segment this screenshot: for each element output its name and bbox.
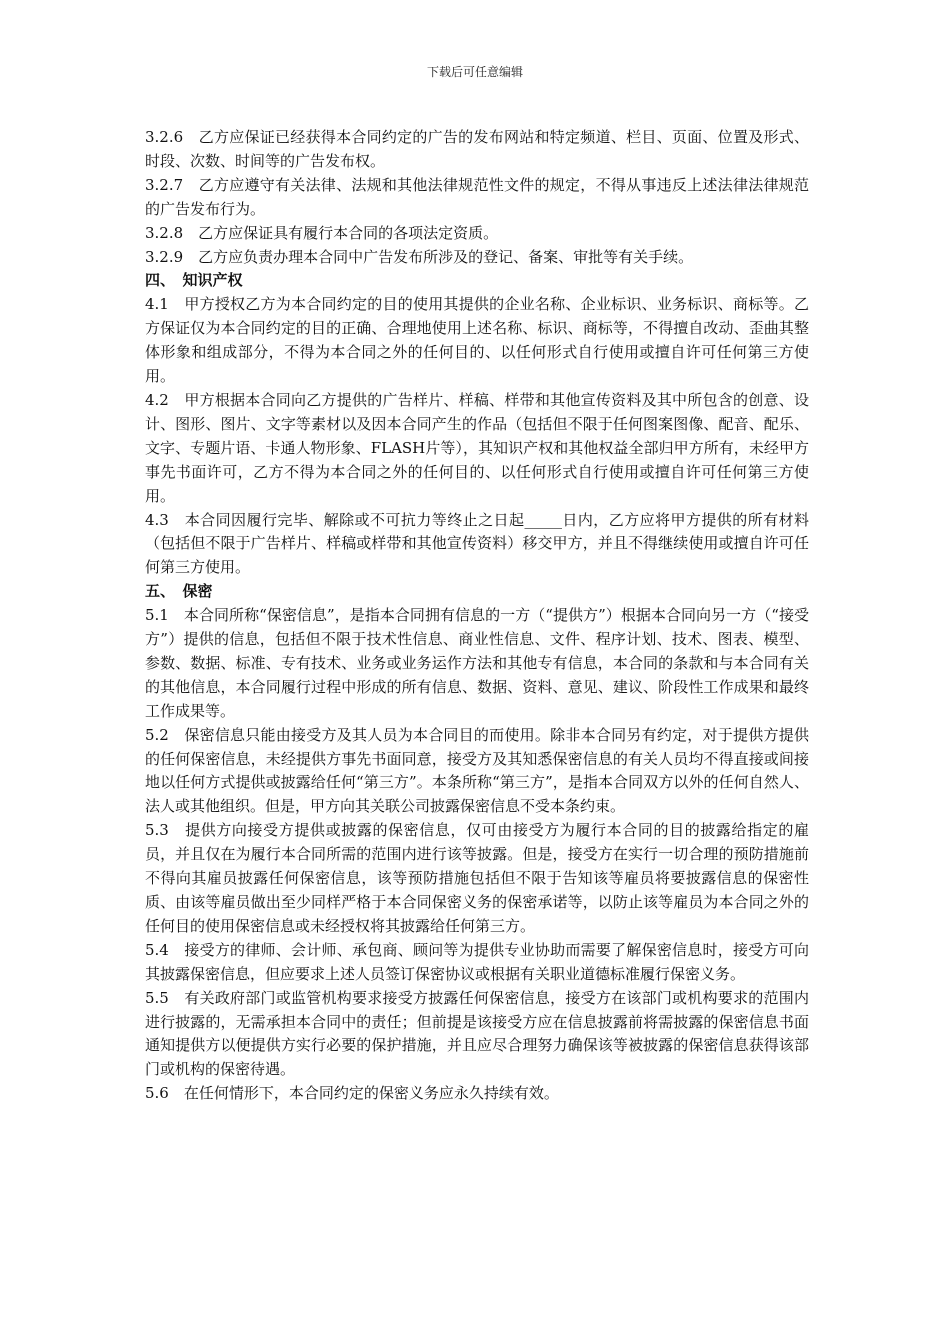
clause-4-1: 4.1 甲方授权乙方为本合同约定的目的使用其提供的企业名称、企业标识、业务标识、商标等。乙方保证仅为本合同约定的目的正确、合理地使用上述名称、标识、商标等，不得擅自改动、歪曲其整体形象和组成部分，不得为本合同之外的任何目的、以任何形式自行使用或擅自许可任何第三方使用。 (145, 295, 809, 386)
clause-3-2-9: 3.2.9 乙方应负责办理本合同中广告发布所涉及的登记、备案、审批等有关手续。 (145, 247, 694, 266)
clause-3-2-8: 3.2.8 乙方应保证具有履行本合同的各项法定资质。 (145, 223, 499, 242)
clause-3-2-7: 3.2.7 乙方应遵守有关法律、法规和其他法律规范性文件的规定，不得从事违反上述法律法律规范的广告发布行为。 (145, 175, 809, 218)
clause-5-1: 5.1 本合同所称“保密信息”，是指本合同拥有信息的一方（“提供方”）根据本合同向另一方（“接受方”）提供的信息，包括但不限于技术性信息、商业性信息、文件、程序计划、技术、图表、模型、参数、数据、标准、专有技术、业务或业务运作方法和其他专有信息，本合同的条款和与本合同有关的其他信息，本合同履行过程中形成的所有信息、数据、资料、意见、建议、阶段性工作成果和最终工作成果等。 (145, 606, 809, 720)
clause-4-3: 4.3 本合同因履行完毕、解除或不可抗力等终止之日起_____日内，乙方应将甲方提供的所有材料（包括但不限于广告样片、样稿或样带和其他宣传资料）移交甲方，并且不得继续使用或擅自许可任何第三方使用。 (145, 510, 809, 577)
section-heading-confidentiality: 五、 保密 (145, 582, 213, 601)
clause-3-2-6: 3.2.6 乙方应保证已经获得本合同约定的广告的发布网站和特定频道、栏目、页面、位置及形式、时段、次数、时间等的广告发布权。 (145, 128, 809, 170)
clause-5-4: 5.4 接受方的律师、会计师、承包商、顾问等为提供专业协助而需要了解保密信息时，接受方可向其披露保密信息，但应要求上述人员签订保密协议或根据有关职业道德标准履行保密义务。 (145, 940, 809, 983)
clause-5-3: 5.3 提供方向接受方提供或披露的保密信息，仅可由接受方为履行本合同的目的披露给指定的雇员，并且仅在为履行本合同所需的范围内进行该等披露。但是，接受方在实行一切合理的预防措施前不得向其雇员披露任何保密信息，该等预防措施包括但不限于告知该等雇员将要披露信息的保密性质、由该等雇员做出至少同样严格于本合同保密义务的保密承诺等，以防止该等雇员为本合同之外的任何目的使用保密信息或未经授权将其披露给任何第三方。 (145, 821, 809, 935)
document-body (145, 126, 809, 1106)
clause-5-6: 5.6 在任何情形下，本合同约定的保密义务应永久持续有效。 (145, 1084, 559, 1103)
clause-5-5: 5.5 有关政府部门或监管机构要求接受方披露任何保密信息，接受方在该部门或机构要求的范围内进行披露的，无需承担本合同中的责任；但前提是该接受方应在信息披露前将需披露的保密信息书面通知提供方以便提供方实行必要的保护措施，并且应尽合理努力确保该等被披露的保密信息获得该部门或机构的保密待遇。 (145, 988, 809, 1079)
section-heading-intellectual-property: 四、 知识产权 (145, 271, 243, 290)
clause-4-2: 4.2 甲方根据本合同向乙方提供的广告样片、样稿、样带和其他宣传资料及其中所包含的创意、设计、图形、图片、文字等素材以及因本合同产生的作品（包括但不限于任何图案图像、配音、配乐、文字、专题片语、卡通人物形象、FLASH片等），其知识产权和其他权益全部归甲方所有，未经甲方事先书面许可，乙方不得为本合同之外的任何目的、以任何形式自行使用或擅自许可任何第三方使用。 (145, 390, 809, 505)
page-header: 下载后可任意编辑 (426, 65, 523, 79)
clause-5-2: 5.2 保密信息只能由接受方及其人员为本合同目的而使用。除非本合同另有约定，对于提供方提供的任何保密信息，未经提供方事先书面同意，接受方及其知悉保密信息的有关人员均不得直接或间接地以任何方式提供或披露给任何“第三方”。本条所称“第三方”，是指本合同双方以外的任何自然人、法人或其他组织。但是，甲方向其关联公司披露保密信息不受本条约束。 (145, 725, 809, 816)
